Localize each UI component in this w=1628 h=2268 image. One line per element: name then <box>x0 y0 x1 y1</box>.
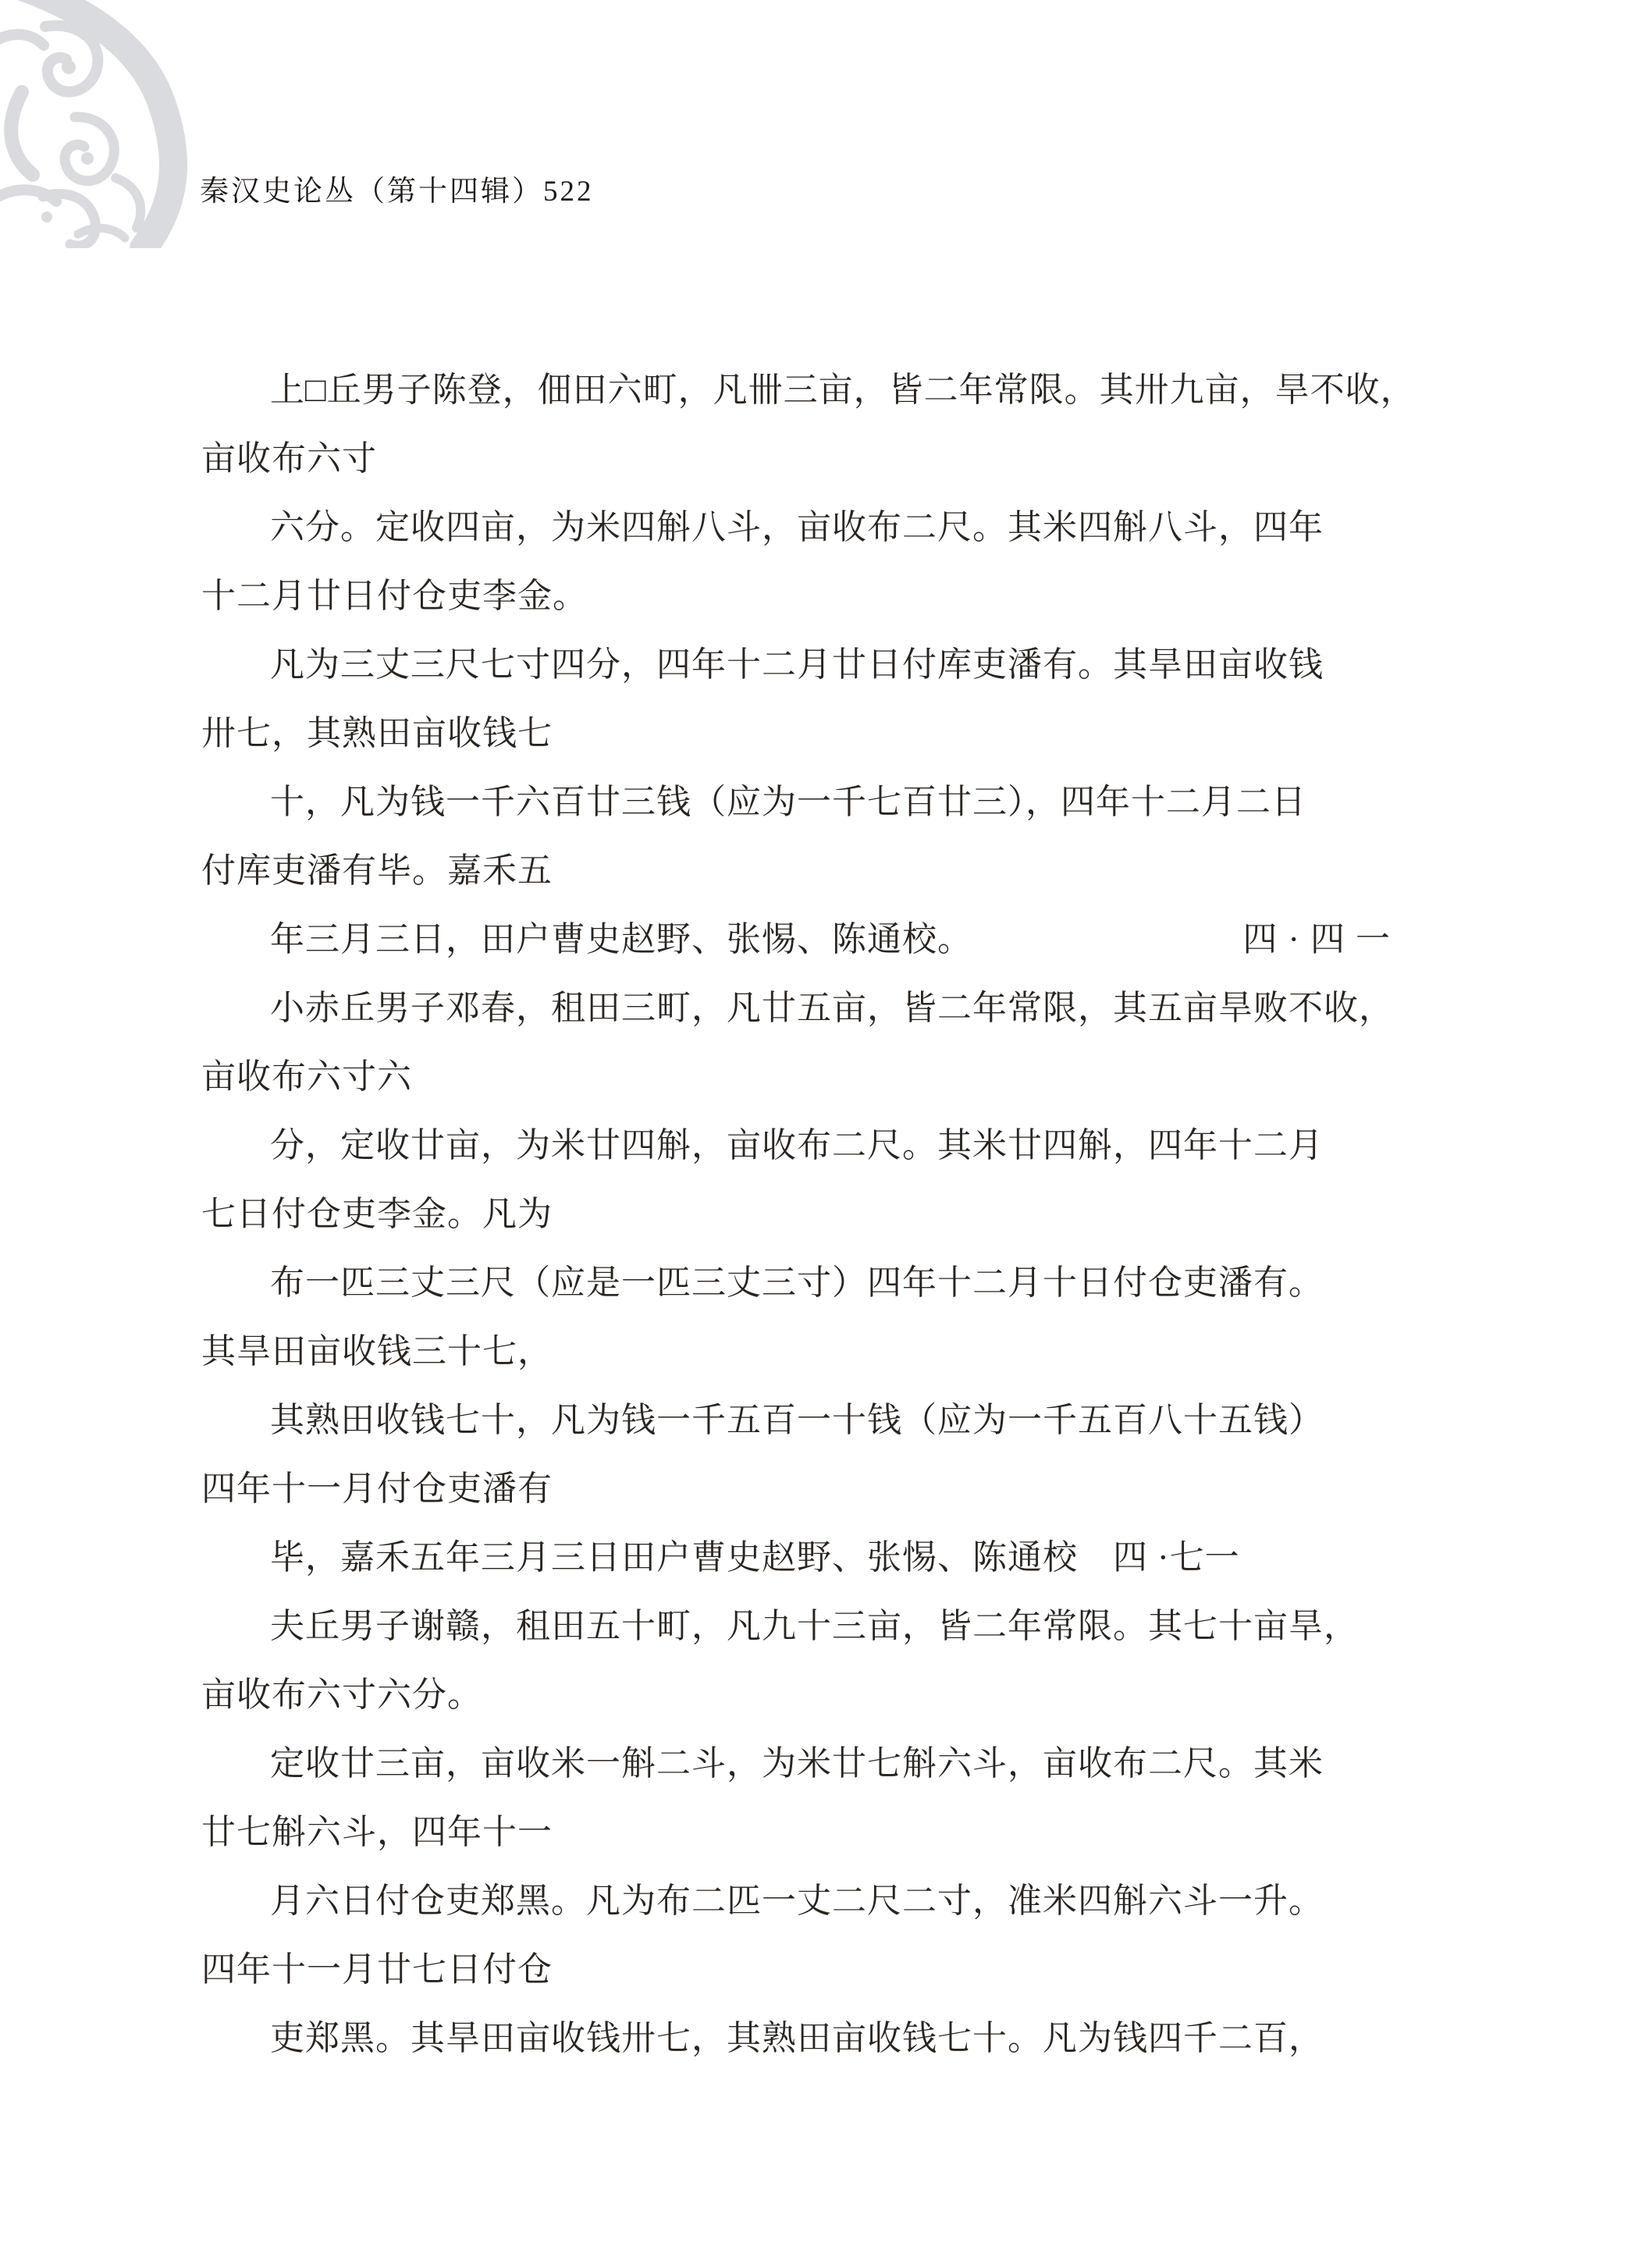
text-line: 十，凡为钱一千六百廿三钱（应为一千七百廿三），四年十二月二日 <box>270 783 1306 821</box>
text-line: 亩收布六寸六分。 <box>201 1676 482 1714</box>
text-line: 定收廿三亩，亩收米一斛二斗，为米廿七斛六斗，亩收布二尺。其米 <box>270 1744 1324 1783</box>
cloud-scroll-watermark-icon <box>0 0 197 248</box>
text-line: 分，定收廿亩，为米廿四斛，亩收布二尺。其米廿四斛，四年十二月 <box>270 1126 1324 1164</box>
text-line: 夫丘男子谢赣，租田五十町，凡九十三亩，皆二年常限。其七十亩旱， <box>270 1607 1359 1645</box>
text-line: 布一匹三丈三尺（应是一匹三丈三寸）四年十二月十日付仓吏潘有。 <box>270 1264 1324 1302</box>
text-line: 毕，嘉禾五年三月三日田户曹史赵野、张惕、陈通校 四 ·七一 <box>270 1538 1240 1577</box>
text-line: 上□丘男子陈登，佃田六町，凡卌三亩，皆二年常限。其卅九亩，旱不收， <box>270 371 1416 409</box>
running-head: 秦汉史论丛（第十四辑）522 <box>200 176 594 208</box>
text-line: 四年十一月廿七日付仓 <box>201 1950 553 1989</box>
text-line: 吏郑黑。其旱田亩收钱卅七，其熟田亩收钱七十。凡为钱四千二百， <box>270 2019 1324 2057</box>
text-line: 付库吏潘有毕。嘉禾五 <box>201 851 553 890</box>
text-line: 六分。定收四亩，为米四斛八斗，亩收布二尺。其米四斛八斗，四年 <box>270 508 1324 546</box>
text-line: 小赤丘男子邓春，租田三町，凡廿五亩，皆二年常限，其五亩旱败不收， <box>270 989 1394 1027</box>
text-line: 四年十一月付仓吏潘有 <box>201 1470 553 1508</box>
text-line: 亩收布六寸 <box>201 439 377 478</box>
text-line: 月六日付仓吏郑黑。凡为布二匹一丈二尺二寸，准米四斛六斗一升。 <box>270 1882 1324 1920</box>
line-text: 年三月三日，田户曹史赵野、张惕、陈通校。 <box>270 920 972 958</box>
transcription-text <box>201 356 1514 2073</box>
text-line: 七日付仓吏李金。凡为 <box>201 1195 553 1233</box>
text-line: 亩收布六寸六 <box>201 1058 412 1096</box>
text-line: 十二月廿日付仓吏李金。 <box>201 577 588 615</box>
text-line: 廿七斛六斗，四年十一 <box>201 1813 553 1851</box>
slip-number: 四·四一 <box>1242 920 1401 958</box>
text-line: 其熟田收钱七十，凡为钱一千五百一十钱（应为一千五百八十五钱） <box>270 1401 1324 1439</box>
text-line: 卅七，其熟田亩收钱七 <box>201 714 553 752</box>
text-line: 其旱田亩收钱三十七， <box>201 1332 553 1370</box>
text-line <box>201 905 1514 974</box>
text-line: 凡为三丈三尺七寸四分，四年十二月廿日付库吏潘有。其旱田亩收钱 <box>270 645 1324 684</box>
